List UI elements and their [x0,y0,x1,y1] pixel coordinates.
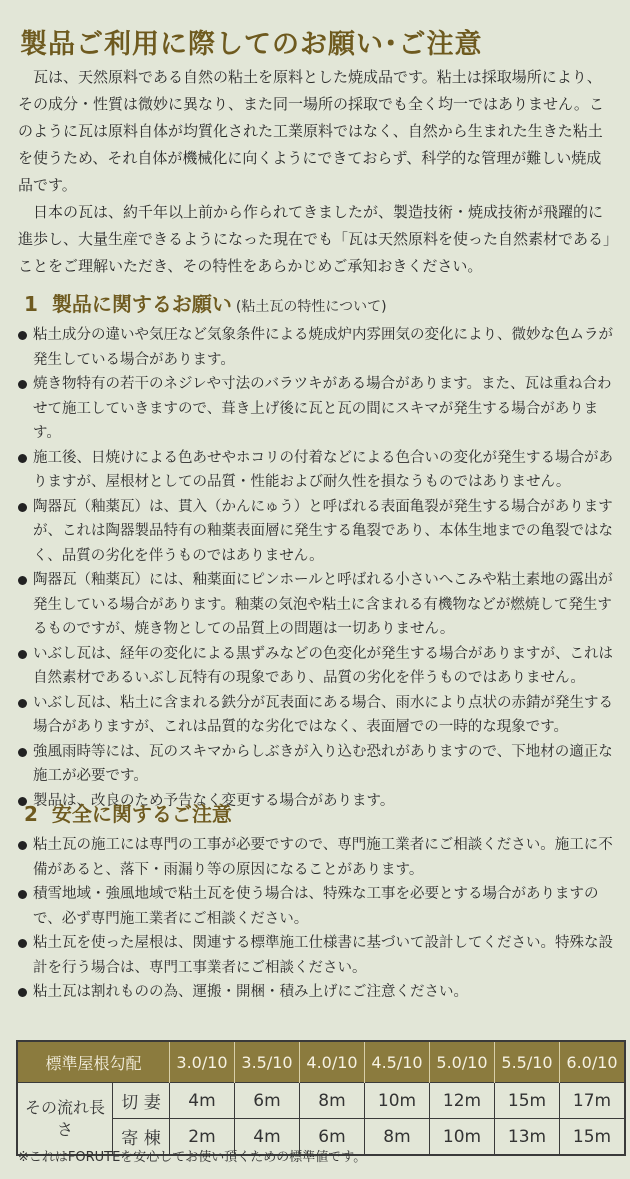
table-cell: 13m [495,1119,560,1156]
bullet-icon [18,748,27,757]
intro-paragraph: 日本の瓦は、約千年以上前から作られてきましたが、製造技術・焼成技術が飛躍的に進歩し、大量生産できるようになった現在でも「瓦は天然原料を使った自然素材である」ことをご理解いただき、その特性をあらかじめご承知おきください。 [18,203,611,275]
table-cell: 15m [560,1119,626,1156]
row-label: 切 妻 [113,1083,170,1119]
row-group-label: その流れ長さ [17,1083,113,1156]
list-item [18,931,618,980]
table-cell: 10m [365,1083,430,1119]
bullet-icon [18,380,27,389]
section-title: 安全に関するご注意 [51,802,232,826]
table-cell: 6m [300,1119,365,1156]
pitch-header: 6.0/10 [560,1041,626,1083]
table-header-row [17,1041,625,1083]
bullet-icon [18,699,27,708]
table-cell: 15m [495,1083,560,1119]
section-title: 製品に関するお願い [51,292,232,316]
bullet-icon [18,331,27,340]
list-item [18,740,618,789]
table-cell: 10m [430,1119,495,1156]
pitch-header: 4.0/10 [300,1041,365,1083]
list-item [18,495,618,569]
table-row [17,1083,625,1119]
intro-text [18,64,616,280]
list-item [18,446,618,495]
table-cell: 4m [170,1083,235,1119]
list-item-text: 粘土瓦は割れものの為、運搬・開梱・積み上げにご注意ください。 [33,984,468,1000]
bullet-icon [18,939,27,948]
bullet-icon [18,650,27,659]
table-cell: 8m [365,1119,430,1156]
list-item-text: 陶器瓦（釉薬瓦）は、貫入（かんにゅう）と呼ばれる表面亀裂が発生する場合がありますが、これは陶器製品特有の釉薬表面層に発生する亀裂であり、本体生地までの亀裂ではなく、品質の劣化を伴うものではありません。 [33,498,613,564]
section-heading [18,798,618,827]
list-item [18,568,618,642]
list-item [18,691,618,740]
pitch-header: 4.5/10 [365,1041,430,1083]
bullet-list [18,323,618,813]
bullet-icon [18,503,27,512]
bullet-list [18,833,618,1005]
section-number: 2 [24,802,38,826]
list-item-text: いぶし瓦は、経年の変化による黒ずみなどの色変化が発生する場合がありますが、これは自然素材であるいぶし瓦特有の現象であり、品質の劣化を伴うものではありません。 [33,645,613,686]
list-item [18,323,618,372]
list-item [18,833,618,882]
list-item-text: 粘土成分の違いや気圧など気象条件による焼成炉内雰囲気の変化により、微妙な色ムラが発生している場合があります。 [33,327,613,368]
list-item-text: 施工後、日焼けによる色あせやホコリの付着などによる色合いの変化が発生する場合がありますが、屋根材としての品質・性能および耐久性を損なうものではありません。 [33,449,613,490]
list-item-text: 積雪地域・強風地域で粘土瓦を使う場合は、特殊な工事を必要とする場合がありますので、必ず専門施工業者にご相談ください。 [33,886,599,927]
bullet-icon [18,890,27,899]
section-product-requests [18,288,618,813]
list-item [18,642,618,691]
intro-paragraph: 瓦は、天然原料である自然の粘土を原料とした焼成品です。粘土は採取場所により、その成分・性質は微妙に異なり、また同一場所の採取でも全く均一ではありません。このように瓦は原料自体が均質化された工業原料ではなく、自然から生まれた生きた粘土を使うため、それ自体が機械化に向くようにできておらず、科学的な管理が難しい焼成品です。 [18,68,604,194]
header-label: 標準屋根勾配 [17,1041,170,1083]
list-item-text: 粘土瓦を使った屋根は、関連する標準施工仕様書に基づいて設計してください。特殊な設計を行う場合は、専門工事業者にご相談ください。 [33,935,613,976]
table-cell: 2m [170,1119,235,1156]
bullet-icon [18,841,27,850]
list-item [18,882,618,931]
table-note: ※これはFORUTEを安心してお使い頂くための標準値です。 [18,1150,367,1165]
section-safety-notes [18,798,618,1005]
list-item-text: 陶器瓦（釉薬瓦）には、釉薬面にピンホールと呼ばれる小さいへこみや粘土素地の露出が発生している場合があります。釉薬の気泡や粘土に含まれる有機物などが燃焼して発生するものですが、焼き物としての品質上の問題は一切ありません。 [33,572,613,637]
list-item-text: いぶし瓦は、粘土に含まれる鉄分が瓦表面にある場合、雨水により点状の赤錆が発生する場合がありますが、これは品質的な劣化ではなく、表面層での一時的な現象です。 [33,694,613,735]
row-label: 寄 棟 [113,1119,170,1156]
pitch-header: 5.5/10 [495,1041,560,1083]
pitch-header: 3.5/10 [235,1041,300,1083]
list-item-text: 強風雨時等には、瓦のスキマからしぶきが入り込む恐れがありますので、下地材の適正な施工が必要です。 [33,743,613,784]
table-cell: 6m [235,1083,300,1119]
section-number: 1 [24,292,38,316]
page-title: 製品ご利用に際してのお願い･ご注意 [20,29,483,60]
pitch-header: 5.0/10 [430,1041,495,1083]
list-item-text: 製品は、改良のため予告なく変更する場合があります。 [33,792,395,809]
section-subtitle: (粘土瓦の特性について) [235,299,387,315]
bullet-icon [18,454,27,463]
table-cell: 17m [560,1083,626,1119]
table-cell: 4m [235,1119,300,1156]
table-cell: 12m [430,1083,495,1119]
pitch-header: 3.0/10 [170,1041,235,1083]
list-item-text: 焼き物特有の若干のネジレや寸法のバラツキがある場合があります。また、瓦は重ね合わせて施工していきますので、葺き上げ後に瓦と瓦の間にスキマが発生する場合があります。 [33,376,612,441]
section-heading [18,288,618,317]
bullet-icon [18,576,27,585]
roof-pitch-table [16,1040,626,1156]
list-item [18,980,618,1005]
list-item-text: 粘土瓦の施工には専門の工事が必要ですので、専門施工業者にご相談ください。施工に不備があると、落下・雨漏り等の原因になることがあります。 [33,837,613,878]
table-cell: 8m [300,1083,365,1119]
list-item [18,372,618,446]
bullet-icon [18,988,27,997]
